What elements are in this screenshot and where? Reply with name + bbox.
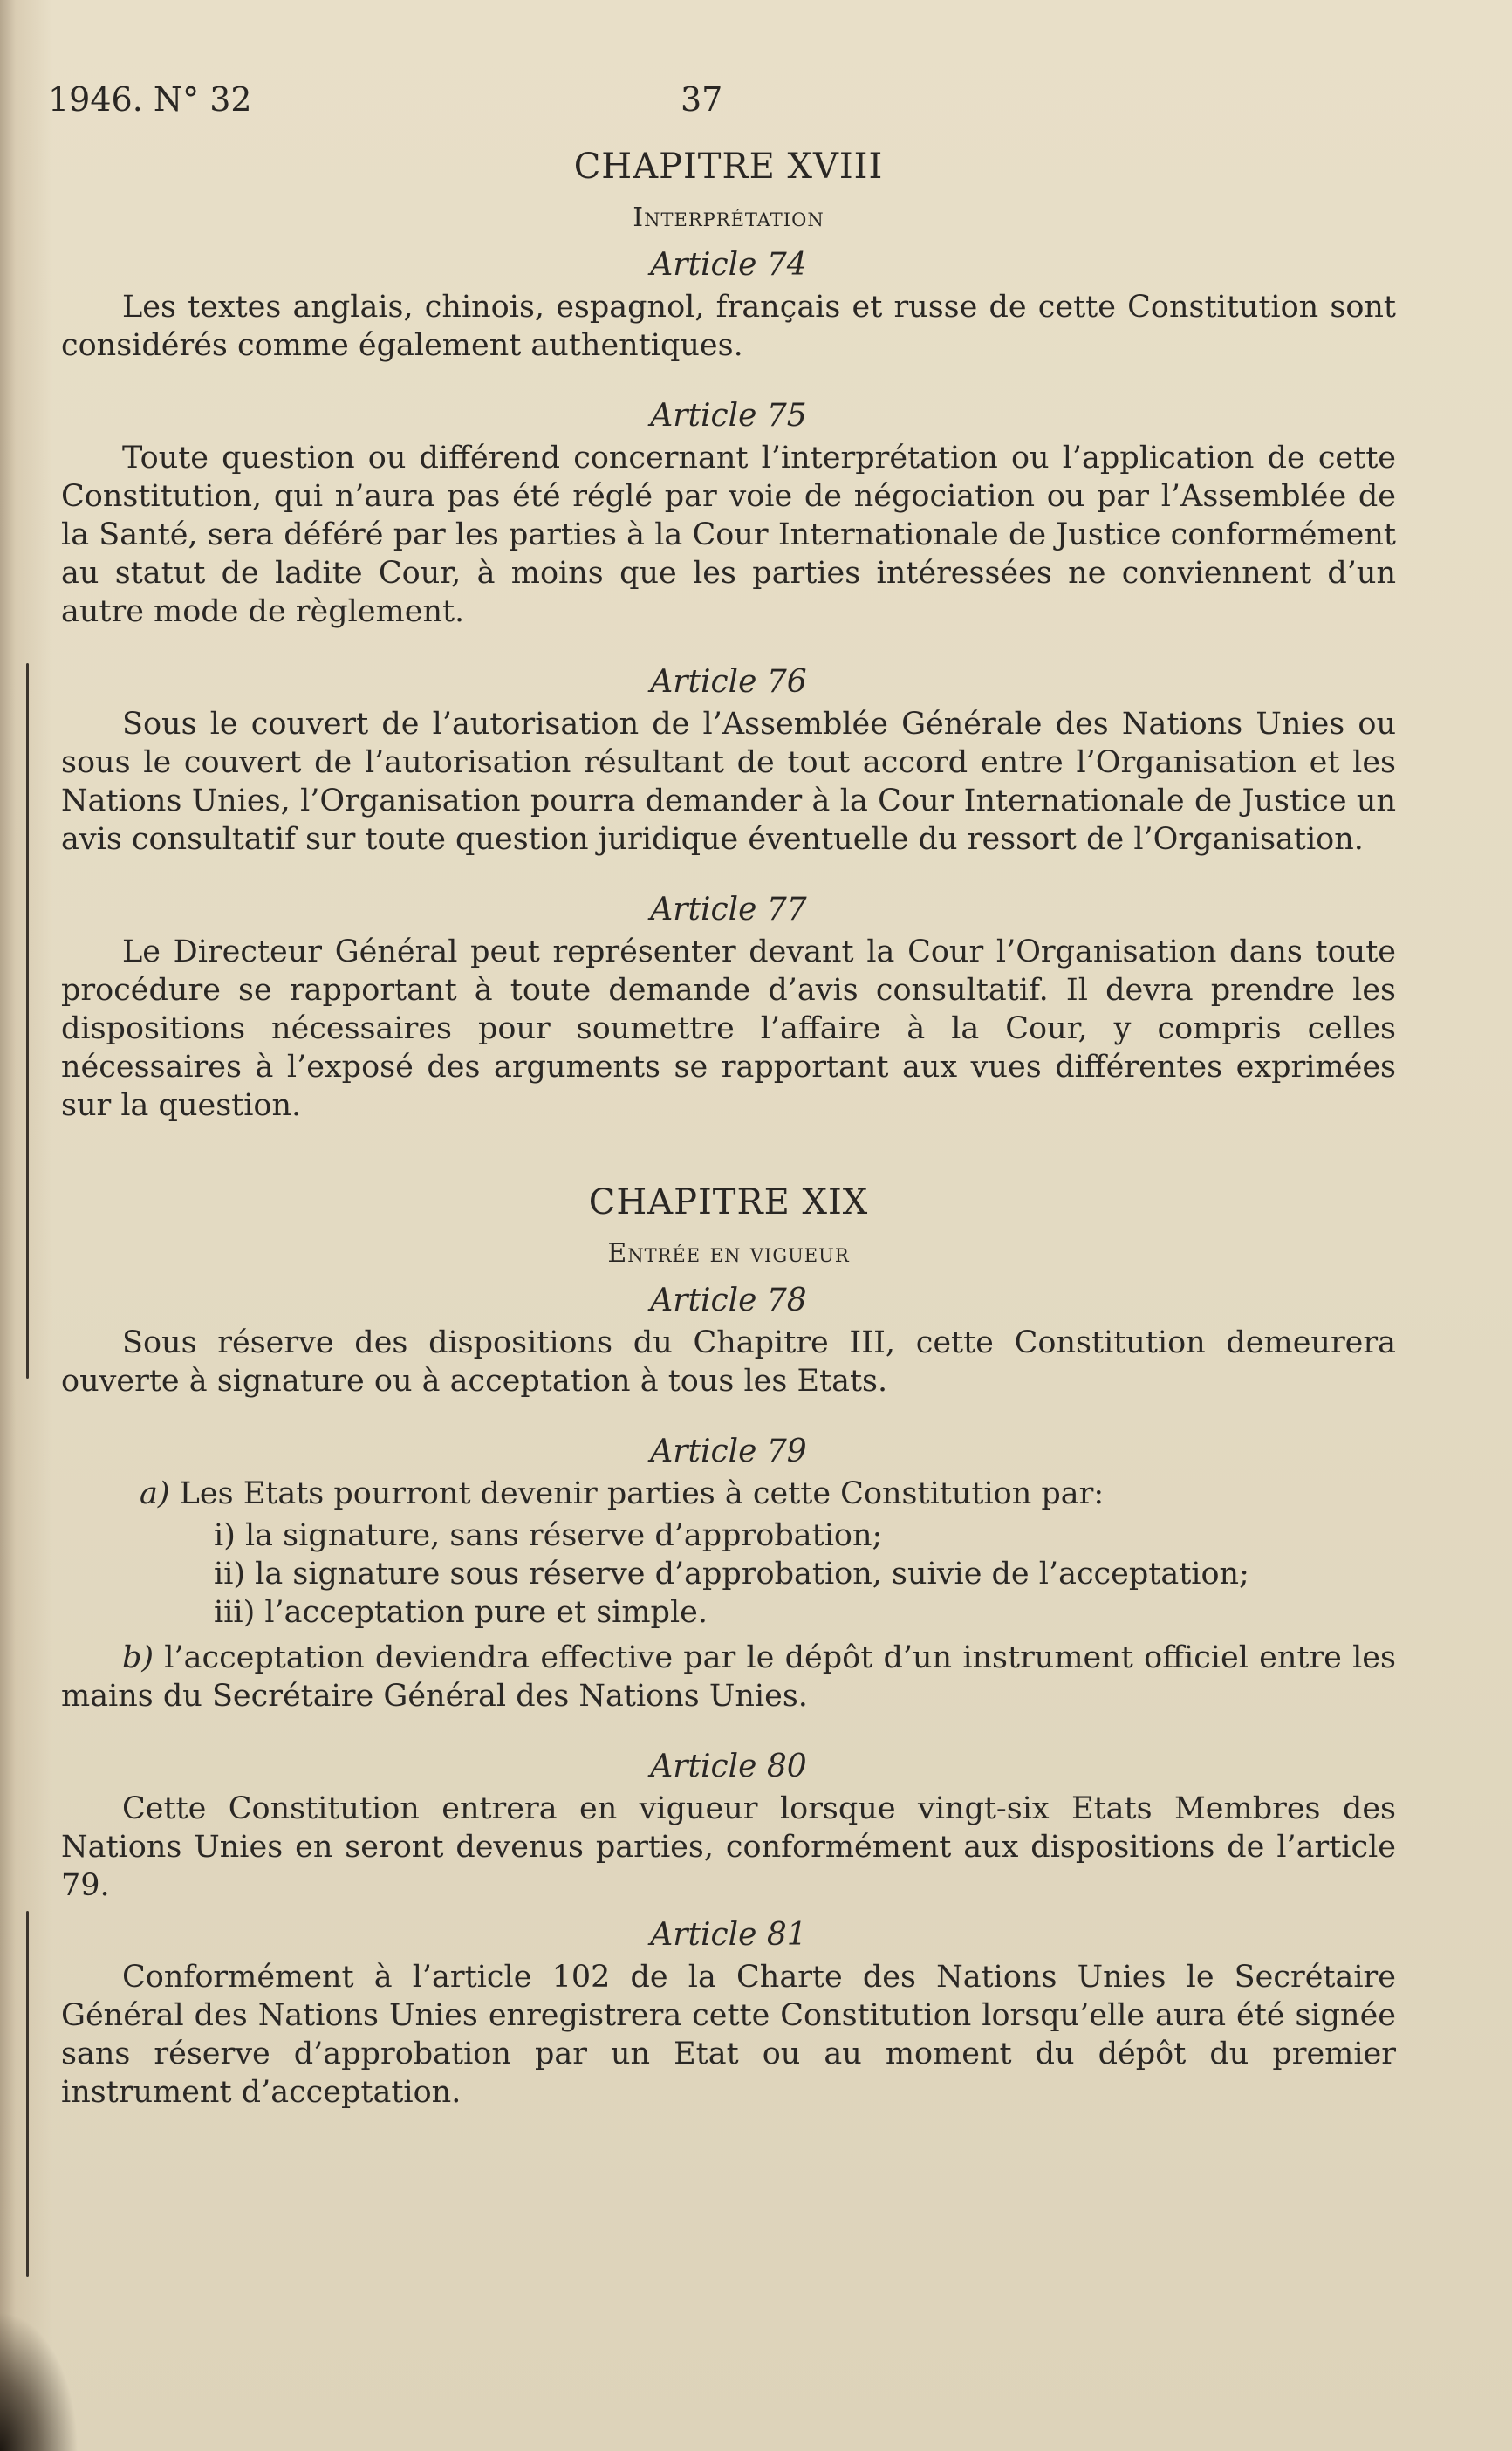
article-80-text: Cette Constitution entrera en vigueur lorsque vingt-six Etats Membres des Nations Unies en seront devenus parties, conformément aux dispositions de l’article 79. [61,1791,1396,1903]
article-78-text: Sous réserve des dispositions du Chapitre III, cette Constitution demeurera ouverte à signature ou à acceptation à tous les Etats. [61,1325,1396,1399]
page-content [61,147,1396,2145]
article-74-title: Article 74 [650,247,807,283]
chapter-18-title: CHAPITRE XVIII [573,147,884,187]
article-79-b-letter: b) [122,1640,154,1675]
corner-shadow [0,2311,79,2451]
article-76-title: Article 76 [650,664,807,700]
article-79-b-text: l’acceptation deviendra effective par le dépôt d’un instrument officiel entre les mains du Secrétaire Général des Nations Unies. [61,1640,1396,1714]
chapter-18-subtitle: Interprétation [633,202,824,233]
margin-rule-top [26,663,29,1379]
chapter-19-title: CHAPITRE XIX [588,1182,869,1222]
margin-rule-bottom [26,1911,29,2277]
article-74-text: Les textes anglais, chinois, espagnol, français et russe de cette Constitution sont considérés comme également authentiques. [61,290,1396,363]
article-77-title: Article 77 [650,892,807,928]
article-75-text: Toute question ou différend concernant l’interprétation ou l’application de cette Constitution, qui n’aura pas été réglé par voie de négociation ou par l’Assemblée de la Santé, sera déféré par les parties à la Cour Internationale de Justice conformément au statut de ladite Cour, à moins que les parties intéressées ne conviennent d’un autre mode de règlement. [61,441,1396,629]
running-header [48,80,1409,133]
article-75-title: Article 75 [650,398,807,434]
chapter-19-subtitle: Entrée en vigueur [607,1238,850,1269]
article-79-item-1: i) la signature, sans réserve d’approbation; [214,1518,883,1553]
chapter-spacer [61,1158,1396,1182]
article-79-a [61,1475,1396,1513]
article-78-title: Article 78 [650,1283,807,1318]
article-76-text: Sous le couvert de l’autorisation de l’Assemblée Générale des Nations Unies ou sous le couvert de l’autorisation résultant de tout accord entre l’Organisation et les Nations Unies, l’Organisation pourra demander à la Cour Internationale de Justice un avis consultatif sur toute question juridique éventuelle du ressort de l’Organisation. [61,707,1396,857]
article-79-item-2: ii) la signature sous réserve d’approbation, suivie de l’acceptation; [214,1557,1249,1592]
article-79-item-3: iii) l’acceptation pure et simple. [214,1595,708,1630]
article-80-title: Article 80 [650,1749,807,1784]
article-79-b [61,1639,1396,1715]
header-year-number: 1946. N° 32 [48,80,252,119]
article-81-text: Conformément à l’article 102 de la Charte des Nations Unies le Secrétaire Général des Nations Unies enregistrera cette Constitution lorsqu’elle aura été signée sans réserve d’approbation par un Etat ou au moment du dépôt du premier instrument d’acceptation. [61,1960,1396,2110]
article-81-title: Article 81 [650,1917,807,1953]
article-79-title: Article 79 [650,1434,807,1469]
article-77-text: Le Directeur Général peut représenter devant la Cour l’Organisation dans toute procédure se rapportant à toute demande d’avis consultatif. Il devra prendre les dispositions nécessaires pour soumettre l’affaire à la Cour, y compris celles nécessaires à l’exposé des arguments se rapportant aux vues différentes exprimées sur la question. [61,935,1396,1123]
page-number: 37 [681,80,723,119]
article-79-a-text: Les Etats pourront devenir parties à cette Constitution par: [179,1476,1105,1511]
article-79-a-letter: a) [140,1476,170,1511]
